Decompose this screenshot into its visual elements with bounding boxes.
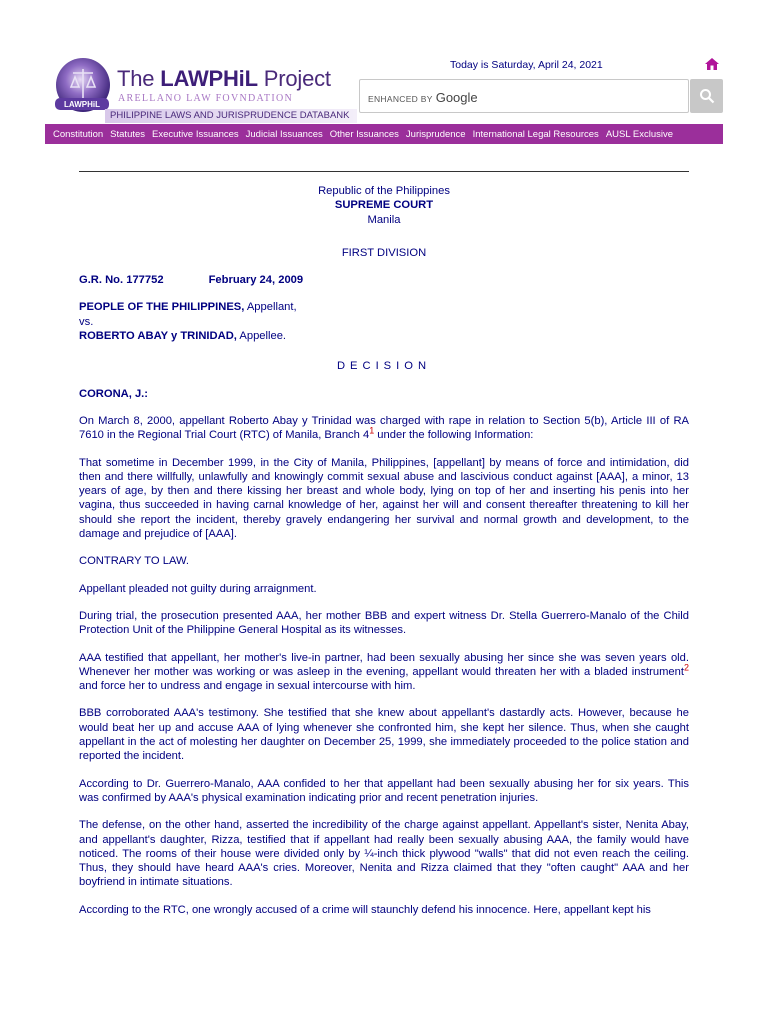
brand-bold: LAWPHiL	[160, 66, 258, 91]
today-date: Today is Saturday, April 24, 2021	[450, 59, 603, 71]
nav-jurisprudence[interactable]: Jurisprudence	[405, 128, 466, 140]
republic-heading: Republic of the Philippines	[318, 185, 450, 197]
party-appellee	[79, 329, 689, 343]
paragraph-aaa-tail: and force her to undress and engage in sexual intercourse with him.	[79, 680, 416, 693]
paragraph-aaa-testimony	[79, 651, 689, 694]
paragraph-rtc: According to the RTC, one wrongly accused of a crime will staunchly defend his innocence. Here, appellant kept his	[79, 903, 651, 916]
party2-name: ROBERTO ABAY y TRINIDAD,	[79, 330, 237, 343]
nav-judicial-issuances[interactable]: Judicial Issuances	[245, 128, 323, 140]
versus: vs.	[79, 315, 94, 328]
decision-heading: DECISION	[336, 360, 432, 373]
divider	[79, 171, 689, 172]
party1-name: PEOPLE OF THE PHILIPPINES,	[79, 301, 245, 314]
search-placeholder	[368, 90, 478, 105]
nav-constitution[interactable]: Constitution	[53, 128, 104, 140]
nav-international-legal-resources[interactable]: International Legal Resources	[472, 128, 599, 140]
search-button[interactable]	[690, 79, 723, 113]
paragraph-defense: The defense, on the other hand, asserted the incredibility of the charge against appellant. Appellant's sister, Nenita Abay, and appellant's daughter, Rizza, testified that if appellant had really been sexually abusing AAA, the family would have noticed. The rooms of their house were divided only by ¼-inch thick plywood "walls" that did not even reach the ceiling. Thus, they should have heard AAA's cries. Moreover, Nenita and Rizza claimed that they "often caught" AAA and her boyfriend in intimate situations.	[79, 819, 689, 889]
decision-date: February 24, 2009	[208, 274, 304, 287]
brand-prefix: The	[117, 66, 161, 91]
contrary-to-law: CONTRARY TO LAW.	[79, 555, 190, 568]
paragraph-arraignment: Appellant pleaded not guilty during arraignment.	[79, 582, 317, 595]
information-quote: That sometime in December 1999, in the City of Manila, Philippines, [appellant] by means of force and intimidation, did then and there willfully, unlawfully and knowingly commit sexual abuse and lascivious conduct against [AAA], a minor, 13 years of age, by then and there kissing her breast and whole body, lying on top of her and inserting his penis into her vagina, thus succeeded in having carnal knowledge of her, against her will and consent thereafter threatening to kill her should she report the incident, thereby gravely endangering her survival and normal growth and development, to the damage and prejudice of [AAA].	[79, 456, 689, 541]
paragraph-bbb-testimony: BBB corroborated AAA's testimony. She testified that she knew about appellant's dastardly acts. However, because he would beat her up and accuse AAA of lying whenever she confronted him, she kept her silence. Thus, when she caught appellant in the act of molesting her daughter on December 25, 1999, she immediately proceeded to the police station and reported the incident.	[79, 707, 689, 763]
paragraph-1-text: On March 8, 2000, appellant Roberto Abay y Trinidad was charged with rape in relation to Section 5(b), Article III of RA 7610 in the Regional Trial Court (RTC) of Manila, Branch 4	[79, 414, 689, 442]
paragraph-aaa-text: AAA testified that appellant, her mother's live-in partner, had been sexually abusing her since she was seven years old. Whenever her mother was working or was asleep in the evening, appellant would threaten her with a bladed instrument	[79, 651, 689, 678]
search-icon	[699, 88, 715, 104]
foundation-name: ARELLANO LAW FOVNDATION	[118, 93, 294, 104]
paragraph-1	[79, 414, 689, 443]
gr-number: G.R. No. 177752	[79, 274, 164, 287]
paragraph-1-tail: under the following Information:	[374, 429, 534, 442]
nav-other-issuances[interactable]: Other Issuances	[329, 128, 399, 140]
division-heading: FIRST DIVISION	[341, 246, 427, 259]
party2-role: Appellee.	[236, 330, 287, 343]
party-appellant	[79, 300, 689, 314]
main-nav	[45, 124, 723, 144]
enhanced-by-label: ENHANCED BY	[368, 94, 433, 104]
site-title[interactable]	[117, 66, 331, 92]
footnote-2-link[interactable]: 2	[683, 662, 689, 673]
brand-suffix: Project	[257, 66, 331, 91]
search-input[interactable]	[359, 79, 689, 113]
nav-ausl-exclusive[interactable]: AUSL Exclusive	[605, 128, 674, 140]
google-label: Google	[435, 90, 478, 105]
ponente: CORONA, J.:	[79, 387, 148, 400]
paragraph-doctor-testimony: According to Dr. Guerrero-Manalo, AAA confided to her that appellant had been sexually abusing her for six years. This was confirmed by AAA's physical examination indicating prior and recent penetration injuries.	[79, 777, 689, 804]
nav-statutes[interactable]: Statutes	[110, 128, 146, 140]
footnote-1-link[interactable]: 1	[369, 425, 375, 436]
party1-role: Appellant,	[244, 301, 297, 314]
databank-label: PHILIPPINE LAWS AND JURISPRUDENCE DATABANK	[110, 110, 350, 121]
paragraph-prosecution: During trial, the prosecution presented AAA, her mother BBB and expert witness Dr. Stella Guerrero-Manalo of the Child Protection Unit of the Philippine General Hospital as its witnesses.	[79, 609, 689, 637]
logo-text: LAWPHiL	[64, 100, 100, 109]
city-heading: Manila	[367, 213, 401, 226]
case-number-line	[79, 273, 689, 287]
nav-executive-issuances[interactable]: Executive Issuances	[152, 128, 239, 140]
decision-document	[79, 184, 689, 917]
home-icon[interactable]	[704, 57, 720, 71]
court-heading: SUPREME COURT	[334, 199, 434, 212]
